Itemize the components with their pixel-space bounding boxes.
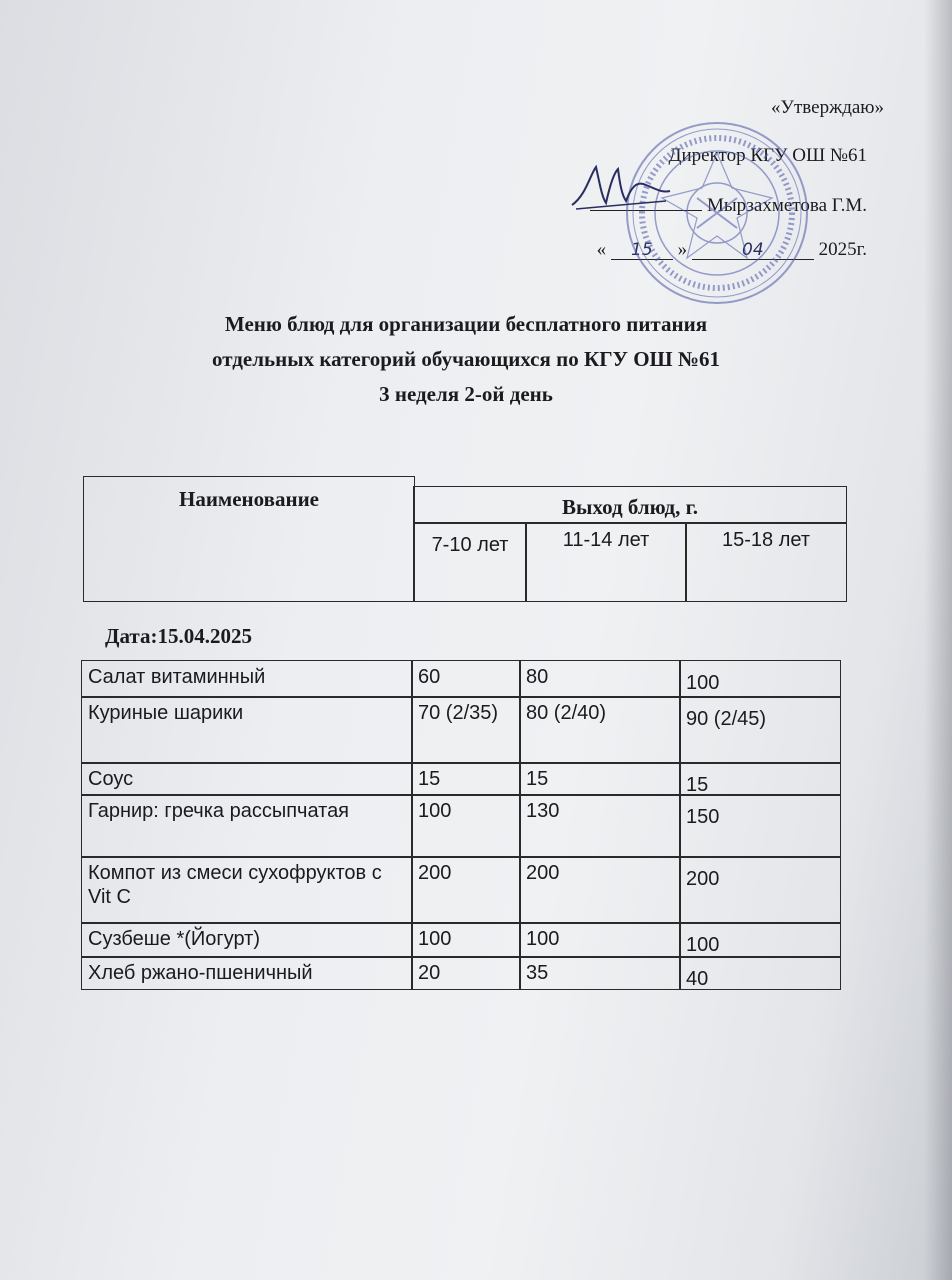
header-output: Выход блюд, г.: [413, 486, 847, 524]
header-name: Наименование: [83, 476, 415, 602]
header-age-7-10: 7-10 лет: [413, 522, 527, 602]
portion-15-18: 100: [679, 660, 841, 698]
table-row: [81, 762, 841, 796]
portion-11-14: 100: [519, 922, 681, 958]
menu-date: Дата:15.04.2025: [105, 624, 252, 648]
table-row: [81, 660, 841, 698]
portion-11-14: 15: [519, 762, 681, 796]
table-row: [81, 794, 841, 858]
menu-title-line-2: отдельных категорий обучающихся по КГУ ОШ №61: [212, 347, 720, 371]
table-row: [81, 696, 841, 764]
date-year: 2025г.: [818, 239, 867, 260]
portion-11-14: 130: [519, 794, 681, 858]
header-age-11-14: 11-14 лет: [525, 522, 687, 602]
signature-icon: [566, 155, 676, 215]
portion-7-10: 100: [411, 922, 521, 958]
table-row: [81, 856, 841, 924]
portion-15-18: 40: [679, 956, 841, 990]
dish-name: Сузбеше *(Йогурт): [81, 922, 413, 958]
menu-title-line-1: Меню блюд для организации бесплатного питания: [224, 312, 708, 336]
portion-7-10: 100: [411, 794, 521, 858]
dish-name: Салат витаминный: [81, 660, 413, 698]
date-day: 15: [611, 242, 673, 260]
date-open-quote: «: [596, 239, 607, 260]
portion-7-10: 20: [411, 956, 521, 990]
portion-11-14: 80: [519, 660, 681, 698]
portion-15-18: 200: [679, 856, 841, 924]
portion-15-18: 100: [679, 922, 841, 958]
table-row: [81, 956, 841, 990]
portion-15-18: 90 (2/45): [679, 696, 841, 764]
portion-7-10: 60: [411, 660, 521, 698]
table-header: [83, 476, 847, 602]
dish-name: Компот из смеси сухофруктов с Vit C: [81, 856, 413, 924]
dish-name: Соус: [81, 762, 413, 796]
menu-title-line-3: 3 неделя 2-ой день: [379, 382, 553, 406]
portion-15-18: 150: [679, 794, 841, 858]
header-age-15-18: 15-18 лет: [685, 522, 847, 602]
portion-15-18: 15: [679, 762, 841, 796]
portion-7-10: 70 (2/35): [411, 696, 521, 764]
dish-name: Куриные шарики: [81, 696, 413, 764]
portion-7-10: 200: [411, 856, 521, 924]
date-month: 04: [692, 242, 814, 260]
date-close-quote: »: [677, 239, 688, 260]
page-edge-shadow: [924, 0, 952, 1280]
portion-11-14: 200: [519, 856, 681, 924]
approval-position: Директор КГУ ОШ №61: [668, 145, 867, 166]
dish-name: Хлеб ржано-пшеничный: [81, 956, 413, 990]
menu-table: [81, 660, 841, 990]
portion-11-14: 35: [519, 956, 681, 990]
portion-11-14: 80 (2/40): [519, 696, 681, 764]
approval-title: «Утверждаю»: [771, 97, 884, 118]
portion-7-10: 15: [411, 762, 521, 796]
table-row: [81, 922, 841, 958]
dish-name: Гарнир: гречка рассыпчатая: [81, 794, 413, 858]
approval-name: Мырзахметова Г.М.: [707, 195, 867, 216]
